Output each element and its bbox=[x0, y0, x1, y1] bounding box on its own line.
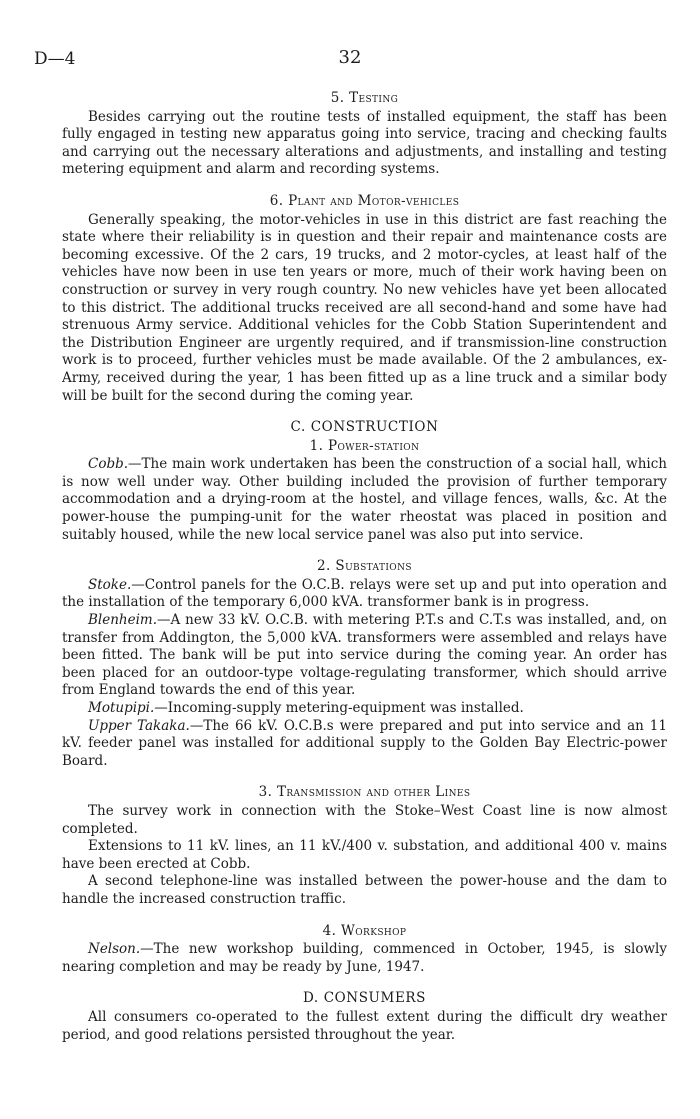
consumers-paragraph: All consumers co-operated to the fullest extent during the difficult dry weather period, and good relations persisted throughout the year. bbox=[62, 1008, 667, 1043]
subsection-heading-transmission: 3. Transmission and other Lines bbox=[258, 784, 471, 801]
section-heading-testing: 5. Testing bbox=[330, 90, 399, 106]
paragraph-text: —Incoming-supply metering-equipment was installed. bbox=[154, 700, 524, 716]
paragraph-text: —The new workshop building, commenced in October, 1945, is slowly nearing completion and may be ready by June, 1947. bbox=[62, 941, 667, 975]
testing-paragraph: Besides carrying out the routine tests of installed equipment, the staff has been fully engaged in testing new apparatus going into service, tracing and checking faults and carrying out the necessary alterations and adjustments, and installing and testing metering equipment and alarm and recording systems. bbox=[62, 108, 667, 178]
subsection-heading-workshop: 4. Workshop bbox=[322, 922, 407, 939]
transmission-paragraph: The survey work in connection with the Stoke–West Coast line is now almost completed. bbox=[62, 802, 667, 837]
paragraph-text: —The 66 kV. O.C.B.s were prepared and put into service and an 11 kV. feeder panel was installed for additional supply to the Golden Bay Electric-power Board. bbox=[62, 717, 667, 769]
substation-paragraph bbox=[62, 577, 667, 612]
paragraph-text: —Control panels for the O.C.B. relays were set up and put into operation and the installation of the temporary 6,000 kVA. transformer bank is in progress. bbox=[62, 576, 667, 611]
paragraph-text: —The main work undertaken has been the construction of a social hall, which is now well under way. Other building included the provision of further temporary accommodation and a drying-room at the hostel, and village fences, walls, &c. At the power-house the pumping-unit for the water rheostat was placed in position and suitably housed, while the new local service panel was also put into service. bbox=[62, 456, 667, 543]
paragraph-lead: Blenheim. bbox=[88, 612, 158, 629]
transmission-paragraph: A second telephone-line was installed between the power-house and the dam to handle the increased construction traffic. bbox=[62, 873, 667, 907]
plant-paragraph: Generally speaking, the motor-vehicles in use in this district are fast reaching the state where their reliability is in question and their repair and maintenance costs are becoming excessive. Of the 2 cars, 19 trucks, and 2 motor-cycles, at least half of the vehicles have now been in use ten years or more, much of their work having been on construction or survey in very rough country. No new vehicles have yet been allocated to this district. The additional trucks received are all second-hand and some have had strenuous Army service. Additional vehicles for the Cobb Station Superintendent and the Distribution Engineer are urgently required, and if transmission-line construction work is to proceed, further vehicles must be made available. Of the 2 ambulances, ex-Army, received during the year, 1 has been fitted up as a line truck and a similar body will be built for the second during the coming year. bbox=[62, 211, 667, 404]
paragraph-lead: Stoke. bbox=[88, 576, 132, 593]
page-body bbox=[62, 90, 667, 1044]
subsection-heading-power-station: 1. Power-station bbox=[309, 437, 420, 454]
workshop-paragraph bbox=[62, 941, 667, 976]
power-station-paragraph bbox=[62, 456, 667, 544]
substation-paragraph bbox=[62, 700, 667, 718]
substation-paragraph bbox=[62, 718, 667, 771]
paragraph-text: —A new 33 kV. O.C.B. with metering P.T.s and C.T.s was installed, and, on transfer from Addington, the 5,000 kVA. transformers were assembled and relays have been fitted. The bank will be put into service during the coming year. An order has been placed for an outdoor-type voltage-regulating transformer, which should arrive from England towards the end of this year. bbox=[62, 612, 667, 699]
transmission-paragraph: Extensions to 11 kV. lines, an 11 kV./400 v. substation, and additional 400 v. mains have been erected at Cobb. bbox=[62, 838, 667, 872]
section-heading-construction: C. CONSTRUCTION bbox=[290, 419, 439, 436]
page-reference: D—4 bbox=[34, 49, 76, 69]
substation-paragraph bbox=[62, 612, 667, 700]
paragraph-lead: Cobb. bbox=[88, 456, 129, 473]
section-heading-consumers: D. CONSUMERS bbox=[302, 990, 427, 1007]
paragraph-lead: Nelson. bbox=[88, 941, 141, 958]
page-number: 32 bbox=[338, 47, 362, 68]
section-heading-plant: 6. Plant and Motor-vehicles bbox=[269, 192, 460, 209]
paragraph-lead: Upper Takaka. bbox=[88, 717, 190, 734]
paragraph-lead: Motupipi. bbox=[88, 700, 155, 716]
subsection-heading-substations: 2. Substations bbox=[317, 558, 412, 575]
